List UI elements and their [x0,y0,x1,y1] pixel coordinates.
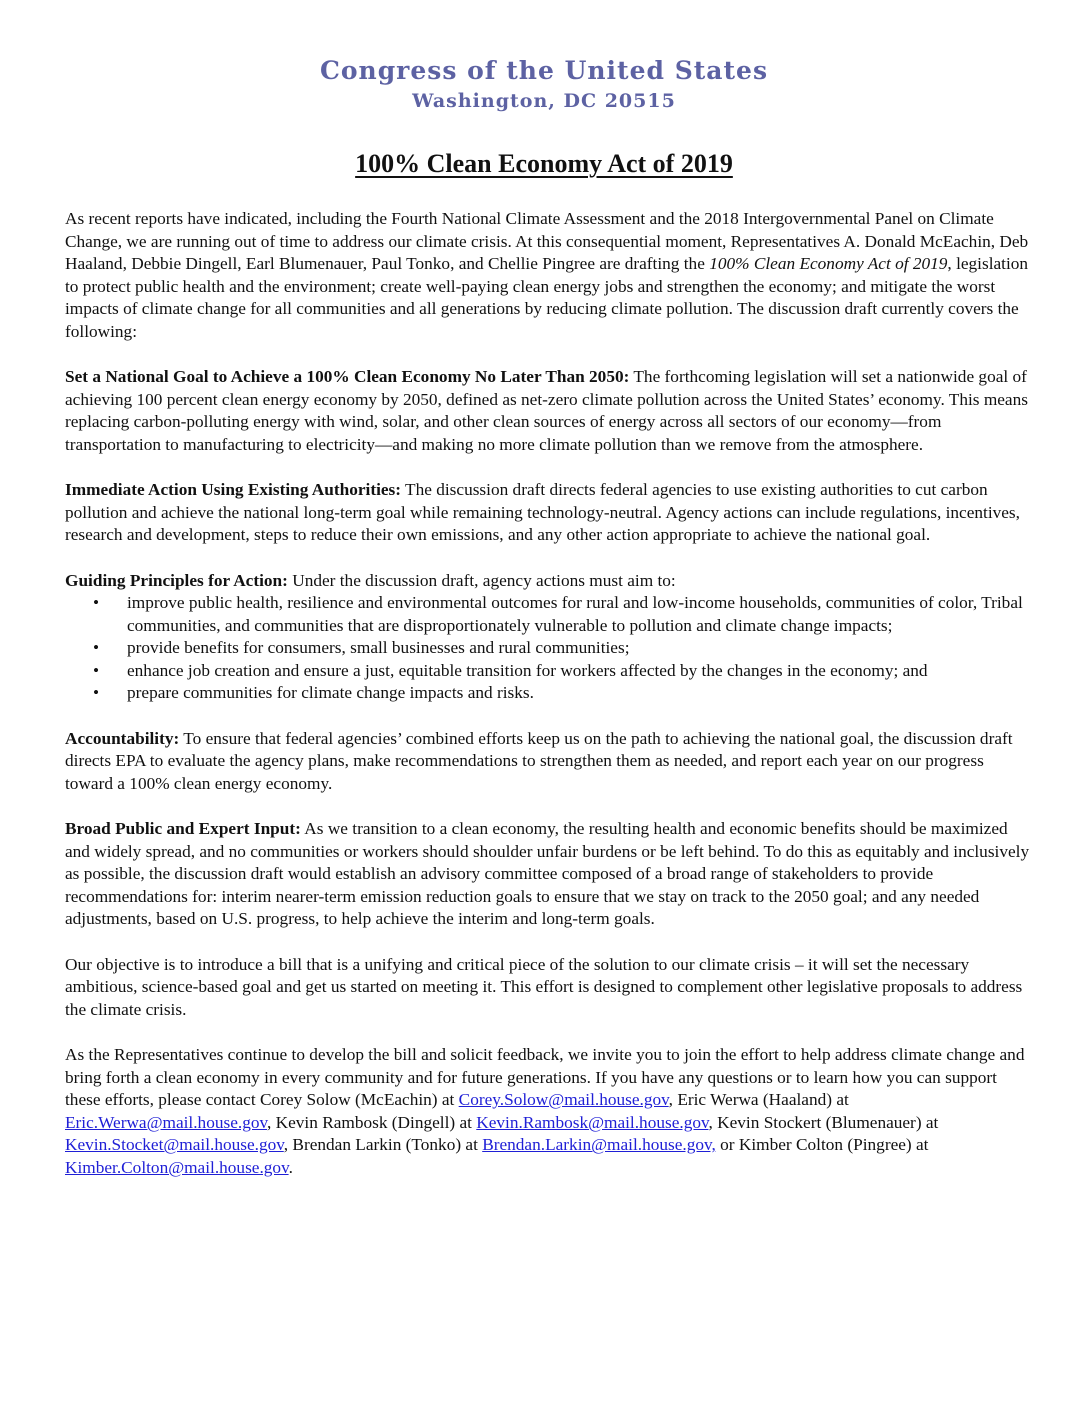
section-heading: Immediate Action Using Existing Authorities: [65,480,402,500]
contact-name: Kevin Stockert (Blumenauer) at [717,1112,939,1132]
contact-paragraph [65,1044,1030,1180]
email-link-eric-werwa[interactable]: Eric.Werwa@mail.house.gov [65,1112,267,1132]
intro-paragraph [65,208,1030,344]
guiding-principles-list [65,592,1030,705]
list-item [65,682,1030,705]
email-link-kevin-stockert[interactable]: Kevin.Stocket@mail.house.gov [65,1135,284,1155]
separator: or [715,1135,739,1155]
section-heading: Set a National Goal to Achieve a 100% Clean Economy No Later Than 2050: [65,367,630,387]
section-body: To ensure that federal agencies’ combined efforts keep us on the path to achieving the national goal, the discussion draft directs EPA to evaluate the agency plans, make recommendations to strengthen them as needed, and report each year on our progress toward a 100% clean energy economy. [65,728,1013,793]
list-item-text: enhance job creation and ensure a just, equitable transition for workers affected by the changes in the economy; and [127,660,928,680]
section-body: Under the discussion draft, agency actions must aim to: [287,570,676,590]
letterhead-address: Washington, DC 20515 [412,90,676,112]
contact-intro: As the Representatives continue to develop the bill and solicit feedback, we invite you to join the effort to help address climate change and bring forth a clean economy in every community and for future generations. If you have any questions or to learn how you can support these efforts, please contact [65,1044,1025,1110]
separator: . [288,1157,293,1177]
section-guiding-principles [65,570,1030,706]
intro-text: As recent reports have indicated, including the Fourth National Climate Assessment and the 2018 Intergovernmental Panel on Climate Change, we are running out of time to address our climate crisis. At this consequential moment, Representatives A. Donald McEachin, Deb Haaland, Debbie Dingell, Earl Blumenauer, Paul Tonko, and Chellie Pingree are drafting the [65,209,1029,274]
bullet-icon: • [93,683,100,703]
section-heading: Guiding Principles for Action: [65,570,288,590]
objective-paragraph: Our objective is to introduce a bill that is a unifying and critical piece of the solution to our climate crisis – it will set the necessary ambitious, science-based goal and get us started on meeting it. This effort is designed to complement other legislative proposals to address the climate crisis. [65,954,1023,1019]
intro-text-continued: , legislation to protect public health and the environment; create well-paying clean energy jobs and strengthen the economy; and mitigate the worst impacts of climate change for all communities and all generations by reducing climate pollution. The discussion draft currently covers the following: [65,254,1029,341]
separator: , [668,1090,678,1110]
bullet-icon: • [93,638,100,658]
contact-name: Brendan Larkin (Tonko) at [292,1135,483,1155]
list-item [65,637,1030,660]
section-body: The forthcoming legislation will set a nationwide goal of achieving 100 percent clean energy economy by 2050, defined as net-zero climate pollution across the United States’ economy. This means replacing carbon-polluting energy with wind, solar, and other clean sources of energy across all sectors of our economy—from transportation to manufacturing to electricity—and making no more climate pollution than we remove from the atmosphere. [65,367,1028,454]
contact-name: Corey Solow (McEachin) at [259,1090,459,1110]
contact-name: Kimber Colton (Pingree) at [738,1135,929,1155]
list-item-text: improve public health, resilience and environmental outcomes for rural and low-income households, communities of color, Tribal communities, and communities that are disproportionately vulnerable to pollution and climate change impacts; [127,593,1023,635]
section-heading: Broad Public and Expert Input: [65,819,301,839]
list-item [65,592,1030,637]
section-immediate-action [65,479,1030,547]
section-heading: Accountability: [65,728,180,748]
email-link-corey-solow[interactable]: Corey.Solow@mail.house.gov [458,1090,669,1110]
list-item [65,660,1030,683]
separator: , [283,1135,293,1155]
bullet-icon: • [93,593,100,613]
list-item-text: provide benefits for consumers, small businesses and rural communities; [127,638,630,658]
contact-name: Eric Werwa (Haaland) at [677,1090,849,1110]
section-public-input [65,818,1030,931]
separator: , [708,1112,718,1132]
letterhead [0,56,1088,114]
contact-name: Kevin Rambosk (Dingell) at [275,1112,477,1132]
section-accountability [65,728,1030,796]
section-national-goal [65,366,1030,456]
letterhead-congress: Congress of the United States [319,56,769,85]
document-title-block [0,148,1088,180]
email-link-brendan-larkin[interactable]: Brendan.Larkin@mail.house.gov, [482,1135,716,1155]
list-item-text: prepare communities for climate change impacts and risks. [127,683,534,703]
email-link-kimber-colton[interactable]: Kimber.Colton@mail.house.gov [65,1157,289,1177]
email-link-kevin-rambosk[interactable]: Kevin.Rambosk@mail.house.gov [476,1112,709,1132]
document-title: 100% Clean Economy Act of 2019 [355,149,733,178]
section-body: The discussion draft directs federal agencies to use existing authorities to cut carbon pollution and achieve the national long-term goal while remaining technology-neutral. Agency actions can include regulations, incentives, research and development, steps to reduce their own emissions, and any other action appropriate to achieve the national goal. [65,480,1020,545]
bullet-icon: • [93,660,100,680]
section-body: As we transition to a clean economy, the resulting health and economic benefits should be maximized and widely spread, and no communities or workers should shoulder unfair burdens or be left behind. To do this as equitably and inclusively as possible, the discussion draft would establish an advisory committee composed of a broad range of stakeholders to provide recommendations for: interim nearer-term emission reduction goals to ensure that we stay on track to the 2050 goal; and any needed adjustments, based on U.S. progress, to help achieve the interim and long-term goals. [65,819,1030,929]
separator: , [267,1112,276,1132]
act-name-italic: 100% Clean Economy Act of 2019 [709,254,948,274]
document-body [65,208,1030,1202]
